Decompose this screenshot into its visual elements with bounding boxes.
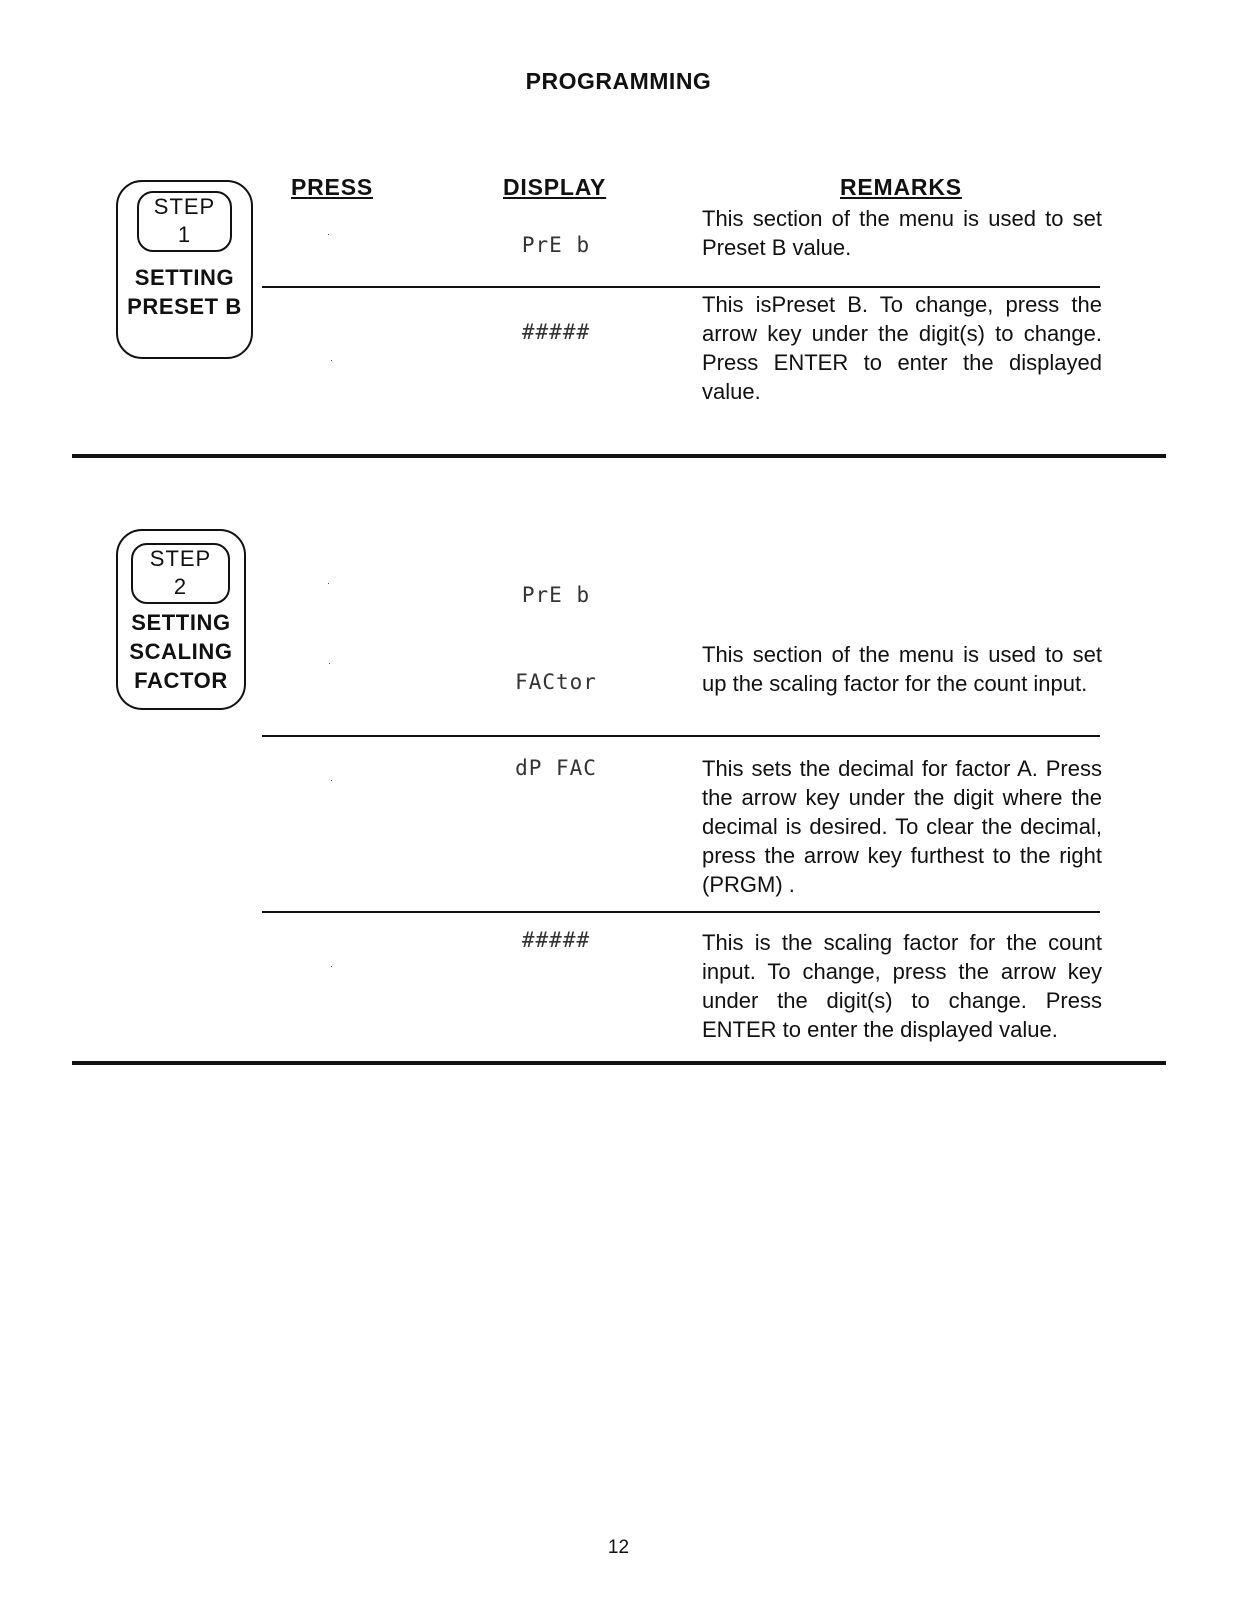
display-value: FACtor (515, 670, 597, 694)
display-value: dP FAC (515, 756, 597, 780)
step-1-badge (137, 191, 232, 252)
row-divider (262, 911, 1100, 913)
display-value: ##### (521, 320, 591, 344)
display-value: PrE b (521, 233, 591, 257)
section-divider (72, 1061, 1166, 1065)
column-header-press: PRESS (291, 174, 373, 200)
step-1-label-line-2: PRESET B (127, 294, 242, 319)
section-divider (72, 454, 1166, 458)
remark-text: This isPreset B. To change, press the arrow key under the digit(s) to change. Press ENTER to enter the displayed value. (702, 292, 1102, 404)
column-header-display: DISPLAY (503, 174, 607, 200)
press-key-mark (328, 234, 329, 235)
press-key-mark (331, 360, 332, 361)
step-1-box (116, 180, 253, 359)
step-2-box (116, 529, 246, 710)
column-header-remarks: REMARKS (840, 174, 962, 200)
row-divider (262, 735, 1100, 737)
display-value: PrE b (521, 583, 591, 607)
step-1-word: STEP (153, 194, 216, 219)
page-title: PROGRAMMING (525, 68, 712, 94)
press-key-mark (328, 583, 329, 584)
display-value: ##### (521, 928, 591, 952)
remark-text: This section of the menu is used to set up the scaling factor for the count input. (702, 642, 1102, 696)
step-2-badge (131, 543, 230, 604)
row-divider (262, 286, 1100, 288)
remark-text: This section of the menu is used to set Preset B value. (702, 206, 1102, 260)
step-2-label-line-3: FACTOR (134, 668, 228, 693)
step-1-number: 1 (177, 222, 192, 247)
step-2-number: 2 (173, 574, 188, 599)
press-key-mark (329, 663, 330, 664)
press-key-mark (331, 780, 332, 781)
press-key-mark (331, 966, 332, 967)
step-2-label-line-2: SCALING (129, 639, 233, 664)
step-2-word: STEP (149, 546, 212, 571)
step-2-label-line-1: SETTING (131, 610, 231, 635)
step-1-label-line-1: SETTING (134, 265, 235, 290)
page-number: 12 (607, 1537, 630, 1558)
remark-text: This sets the decimal for factor A. Press the arrow key under the digit where the decimal is desired. To clear the decimal, press the arrow key furthest to the right (PRGM) . (702, 756, 1102, 897)
remark-text: This is the scaling factor for the count input. To change, press the arrow key under the digit(s) to change. Press ENTER to enter the displayed value. (702, 930, 1102, 1042)
